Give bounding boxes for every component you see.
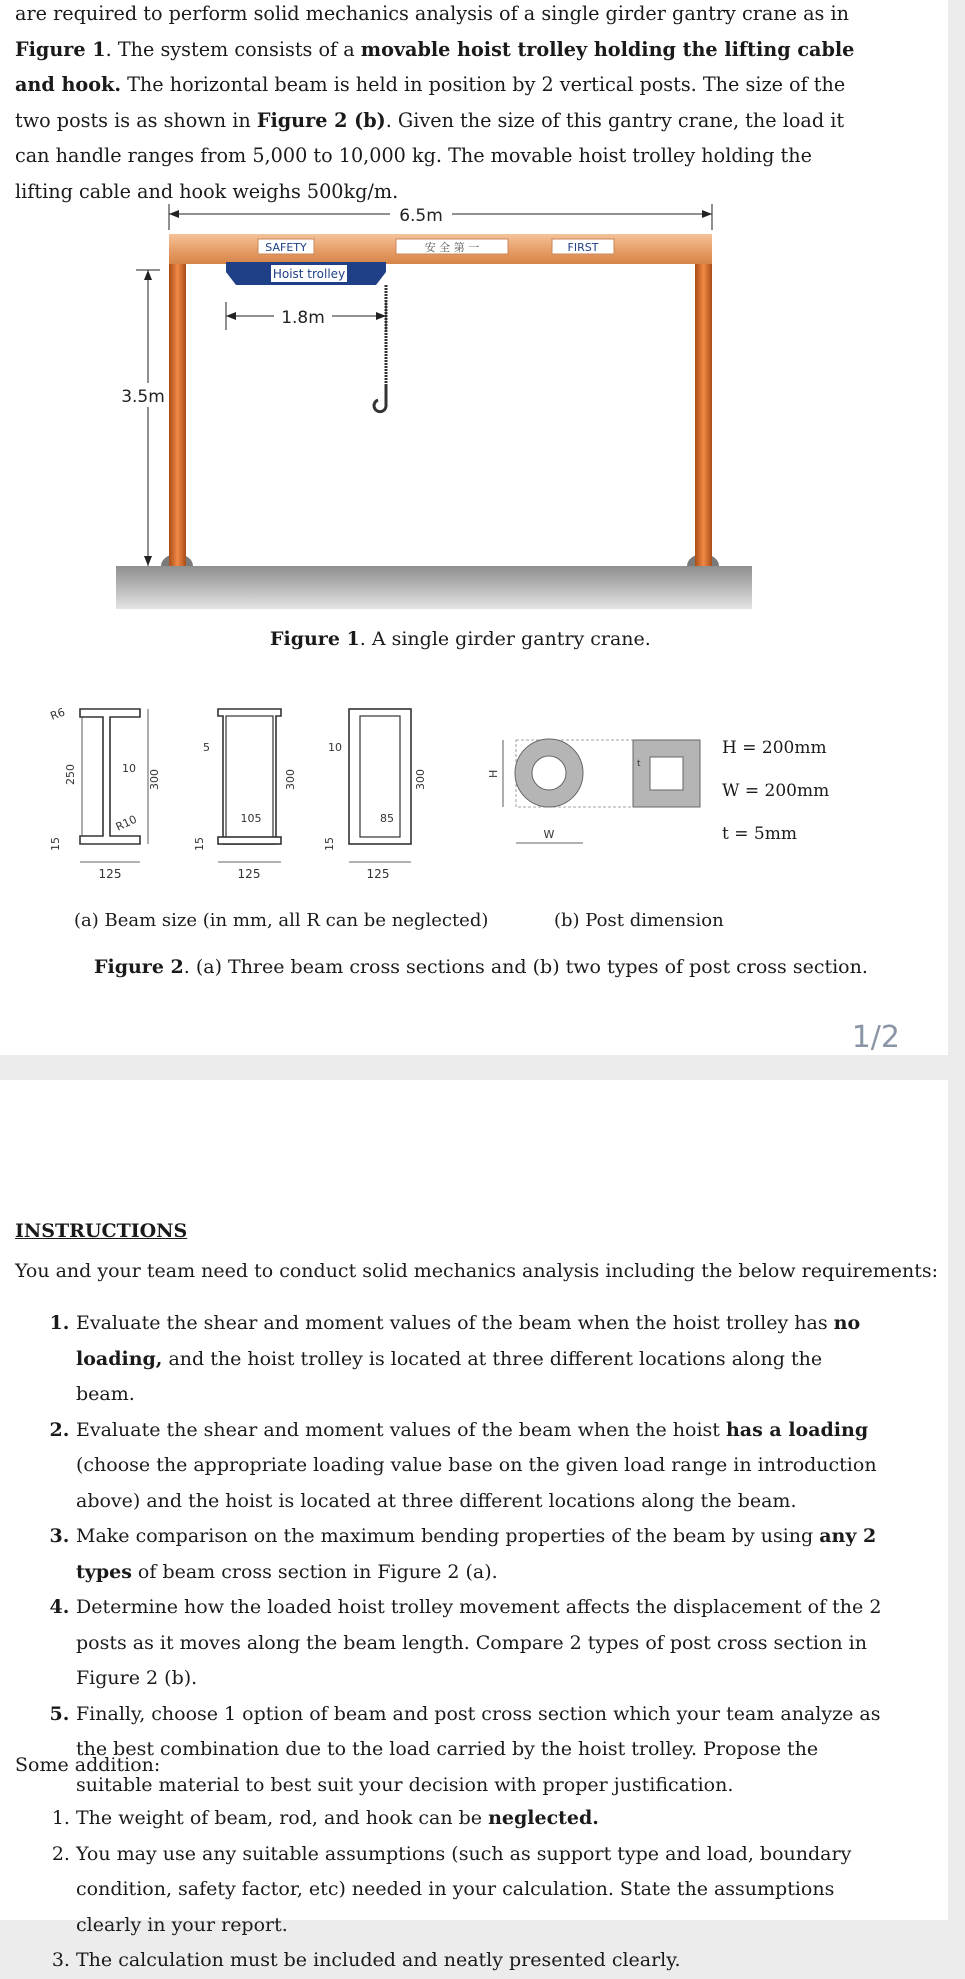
addition-item: 1. The weight of beam, rod, and hook can be neglected. [76,1801,882,1837]
requirement-item: 4. Determine how the loaded hoist trolley movement affects the displacement of the 2 posts as it moves along the beam length. Compare 2 types of post cross section in Figure 2 (b). [76,1590,882,1697]
height-label: 3.5m [121,387,165,407]
post-width-value: W = 200mm [722,781,830,801]
span-arrow-right [702,210,712,218]
figure-2b-subcaption: (b) Post dimension [554,910,724,931]
safety-sign-label: SAFETY [265,241,307,254]
first-sign-label: FIRST [567,241,599,254]
beam-section-box-thick [323,709,427,881]
requirement-item: 2. Evaluate the shear and moment values of the beam when the hoist has a loading (choose the appropriate loading value base on the given load range in introduction above) and the hoist is located at three different locations along the beam. [76,1413,882,1520]
trolley-label: Hoist trolley [272,267,346,281]
span-arrow-left [169,210,179,218]
requirement-item: 5. Finally, choose 1 option of beam and post cross section which your team analyze as the best combination due to the load carried by the hoist trolley. Propose the suitable material to best suit your decision with proper justification. [76,1697,882,1804]
beam3-inner-label: 85 [380,812,394,825]
addition-list [30,1801,882,1979]
post-h-symbol: H [487,769,500,778]
beam1-height-label: 250 [64,764,77,785]
beam1-total-label: 300 [148,769,161,790]
beam2-width-label: 125 [237,867,261,881]
beam3-width-label: 125 [366,867,390,881]
beam1-fillet-label: R6 [48,705,67,723]
addition-item: 2. You may use any suitable assumptions (such as support type and load, boundary condition, safety factor, etc) needed in your calculation. State the assumptions clearly in your report. [76,1837,882,1944]
beam2-total-label: 300 [284,769,297,790]
beam2-web-label: 5 [203,741,210,754]
instructions-intro: You and your team need to conduct solid mechanics analysis including the below requirements: [15,1260,939,1282]
post-height-value: H = 200mm [722,738,827,758]
beam3-flange-label: 15 [323,837,336,851]
beam2-flange-label: 15 [193,837,206,851]
post-w-symbol: W [543,828,555,841]
beam3-total-label: 300 [414,769,427,790]
figure-2-caption: Figure 2. (a) Three beam cross sections and (b) two types of post cross section. [94,956,868,978]
requirement-item: 1. Evaluate the shear and moment values of the beam when the hoist trolley has no loading, and the hoist trolley is located at three different locations along the beam. [76,1306,882,1413]
instructions-heading: INSTRUCTIONS [15,1220,188,1242]
chinese-sign-label: 安 全 第 一 [424,241,480,254]
beam1-width-label: 125 [98,867,122,881]
beam1-flange-label: 15 [49,837,62,851]
requirement-item: 3. Make comparison on the maximum bending properties of the beam by using any 2 types of beam cross section in Figure 2 (a). [76,1519,882,1590]
beam-section-box-thin [193,709,297,881]
trolley-dim-label: 1.8m [281,308,325,328]
figure-1-caption: Figure 1. A single girder gantry crane. [270,628,651,650]
span-label: 6.5m [399,206,443,226]
post-sections [487,739,700,843]
beam3-web-label: 10 [328,741,342,754]
post-thickness-value: t = 5mm [722,824,797,844]
gantry-crane-figure [100,195,760,615]
requirements-list [30,1306,882,1803]
figure-2a-subcaption: (a) Beam size (in mm, all R can be neglected) [74,910,489,931]
page-indicator: 1/2 [851,1020,900,1055]
hook-icon [374,385,386,412]
beam2-inner-label: 105 [240,812,262,825]
trolley-arrow-left [226,312,236,320]
beam1-root-label: R10 [113,812,139,834]
height-arrow-bottom [144,556,152,566]
addition-heading: Some addition: [15,1754,161,1776]
height-arrow-top [144,270,152,280]
post-left [169,262,186,566]
post-t-symbol: t [637,759,641,769]
intro-paragraph: are required to perform solid mechanics analysis of a single girder gantry crane as in Figure 1. The system consists of a movable hoist trolley holding the lifting cable and hook. The horizontal beam is held in position by 2 vertical posts. The size of the two posts is as shown in Figure 2 (b). Given the size of this gantry crane, the load it can handle ranges from 5,000 to 10,000 kg. The movable hoist trolley holding the lifting cable and hook weighs 500kg/m. [15,2,855,203]
ground [116,566,752,609]
addition-item: 3. The calculation must be included and neatly presented clearly. [76,1943,882,1979]
beam1-web-label: 10 [122,762,136,775]
post-right [695,262,712,566]
beam-section-i [49,706,161,881]
